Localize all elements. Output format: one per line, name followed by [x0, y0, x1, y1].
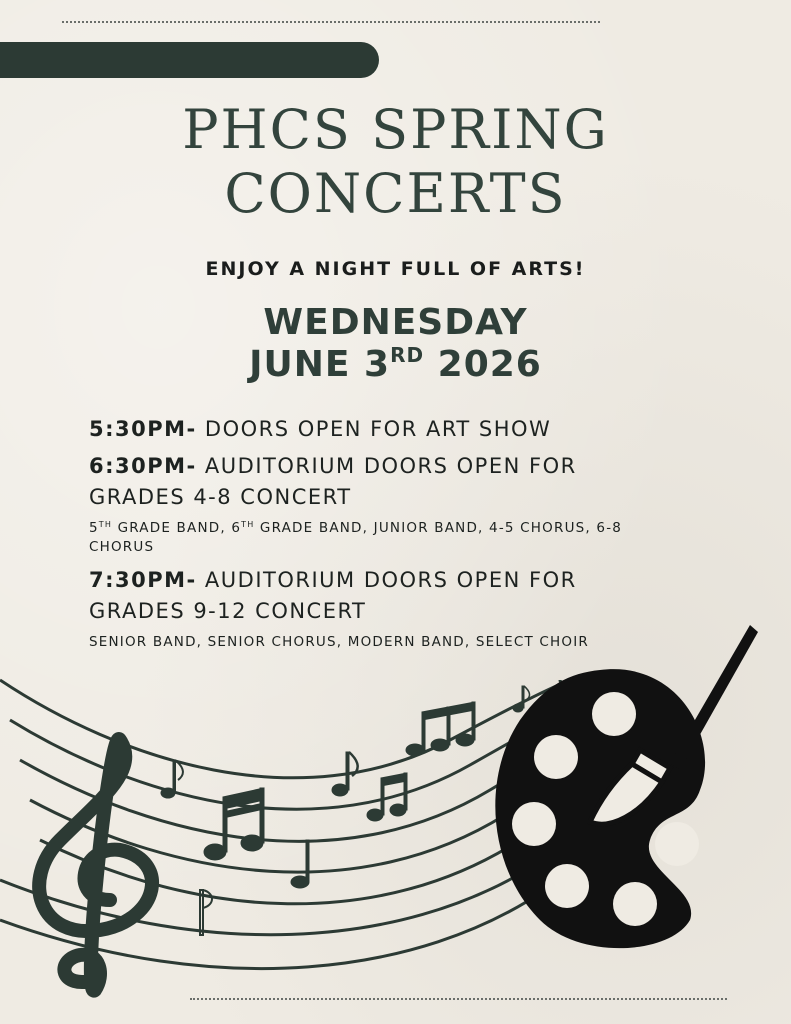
date-year: 2026	[437, 344, 542, 385]
title-line-1: PHCS SPRING	[182, 98, 609, 161]
schedule-item-grades-4-8	[89, 451, 649, 513]
page-title	[0, 98, 791, 226]
date-weekday: WEDNESDAY	[263, 302, 528, 343]
schedule-time: 6:30PM-	[89, 454, 197, 478]
top-dotted-divider	[62, 21, 600, 23]
schedule-event: AUDITORIUM DOORS OPEN FOR GRADES 9-12 CONCERT	[89, 568, 577, 623]
schedule-event: DOORS OPEN FOR ART SHOW	[196, 417, 552, 441]
schedule-details-grades-9-12: SENIOR BAND, SENIOR CHORUS, MODERN BAND, SELECT CHOIR	[89, 634, 589, 650]
date-full	[0, 344, 791, 386]
date-month-day: JUNE 3	[249, 344, 391, 385]
date-day-suffix: RD	[390, 343, 425, 367]
illustration	[0, 600, 791, 1024]
subtitle: ENJOY A NIGHT FULL OF ARTS!	[205, 258, 586, 280]
schedule-item-art-show	[89, 414, 649, 445]
schedule-details-grades-4-8: 5TH GRADE BAND, 6TH GRADE BAND, JUNIOR BAND, 4-5 CHORUS, 6-8 CHORUS	[89, 520, 623, 555]
schedule-time: 7:30PM-	[89, 568, 197, 592]
title-line-2: CONCERTS	[224, 162, 567, 225]
top-accent-bar	[0, 42, 379, 78]
schedule-time: 5:30PM-	[89, 417, 197, 441]
bottom-dotted-divider	[190, 998, 727, 1000]
treble-clef-icon	[39, 739, 152, 991]
schedule-event: AUDITORIUM DOORS OPEN FOR GRADES 4-8 CONCERT	[89, 454, 577, 509]
event-date	[0, 302, 791, 386]
